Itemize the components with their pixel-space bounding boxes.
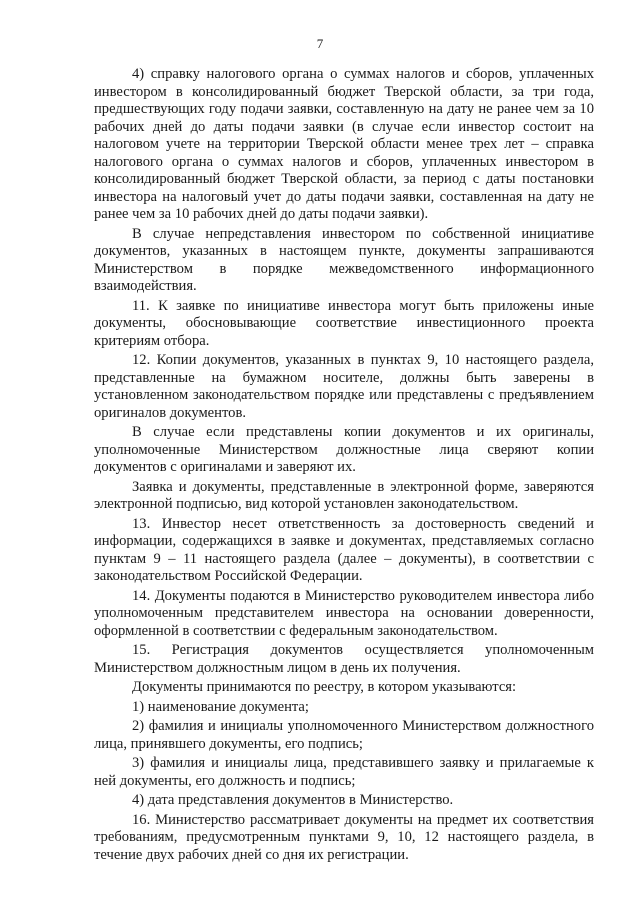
list-item-submission-date: 4) дата представления документов в Министерство. xyxy=(132,792,454,808)
paragraph-clause-16: 16. Министерство рассматривает документы на предмет их соответствия требованиям, предусмотренным пунктами 9, 10, 12 настоящего раздела, в течение двух рабочих дней со дня их регистрации. xyxy=(94,811,594,863)
paragraph-clause-14: 14. Документы подаются в Министерство руководителем инвестора либо уполномоченным представителем инвестора на основании доверенности, оформленной в соответствии с федеральным законодательством. xyxy=(94,587,594,639)
paragraph-copies-verification: В случае если представлены копии документов и их оригиналы, уполномоченные Министерством должностные лица сверяют копии документов с оригиналами и заверяют их. xyxy=(94,424,594,475)
paragraph-clause-15: 15. Регистрация документов осуществляется уполномоченным Министерством должностным лицом в день их получения. xyxy=(94,642,594,676)
list-item-submitter-name: 3) фамилия и инициалы лица, представившего заявку и прилагаемые к ней документы, его должность и подпись; xyxy=(94,755,594,789)
paragraph-registry-intro: Документы принимаются по реестру, в котором указываются: xyxy=(132,679,517,695)
paragraph-item-4-tax-certificate: 4) справку налогового органа о суммах налогов и сборов, уплаченных инвестором в консолидированный бюджет Тверской области, за три года, предшествующих году подачи заявки, составленную на дату не ранее чем за 10 рабочих дней до даты подачи заявки (в случае если инвестор состоит на налоговом учете на территории Тверской области менее трех лет – справка налогового органа о суммах налогов и сборов, уплаченных инвестором в консолидированный бюджет Тверской области, за период с даты постановки инвестора на налоговый учет до даты подачи заявки, составленная на дату не ранее чем за 10 рабочих дней до даты подачи заявки). xyxy=(94,66,594,222)
page-number: 7 xyxy=(316,36,324,51)
paragraph-clause-13: 13. Инвестор несет ответственность за достоверность сведений и информации, содержащихся в заявке и документах, представляемых согласно пунктам 9 – 11 настоящего раздела (далее – документы), в соответствии с законодательством Российской Федерации. xyxy=(94,515,594,584)
document-body xyxy=(94,66,594,866)
list-item-official-name: 2) фамилия и инициалы уполномоченного Министерством должностного лица, принявшего документы, его подпись; xyxy=(94,718,594,752)
list-item-document-name: 1) наименование документа; xyxy=(132,698,309,715)
paragraph-clause-11: 11. К заявке по инициативе инвестора могут быть приложены иные документы, обосновывающие соответствие инвестиционного проекта критериям отбора. xyxy=(94,297,594,349)
paragraph-electronic-signature: Заявка и документы, представленные в электронной форме, заверяются электронной подписью, вид которой установлен законодательством. xyxy=(94,478,594,512)
paragraph-interagency-request: В случае непредставления инвестором по собственной инициативе документов, указанных в настоящем пункте, документы запрашиваются Министерством в порядке межведомственного информационного взаимодействия. xyxy=(94,225,594,294)
paragraph-clause-12: 12. Копии документов, указанных в пунктах 9, 10 настоящего раздела, представленные на бумажном носителе, должны быть заверены в установленном законодательством порядке или представлены с предъявлением оригиналов документов. xyxy=(94,352,594,421)
